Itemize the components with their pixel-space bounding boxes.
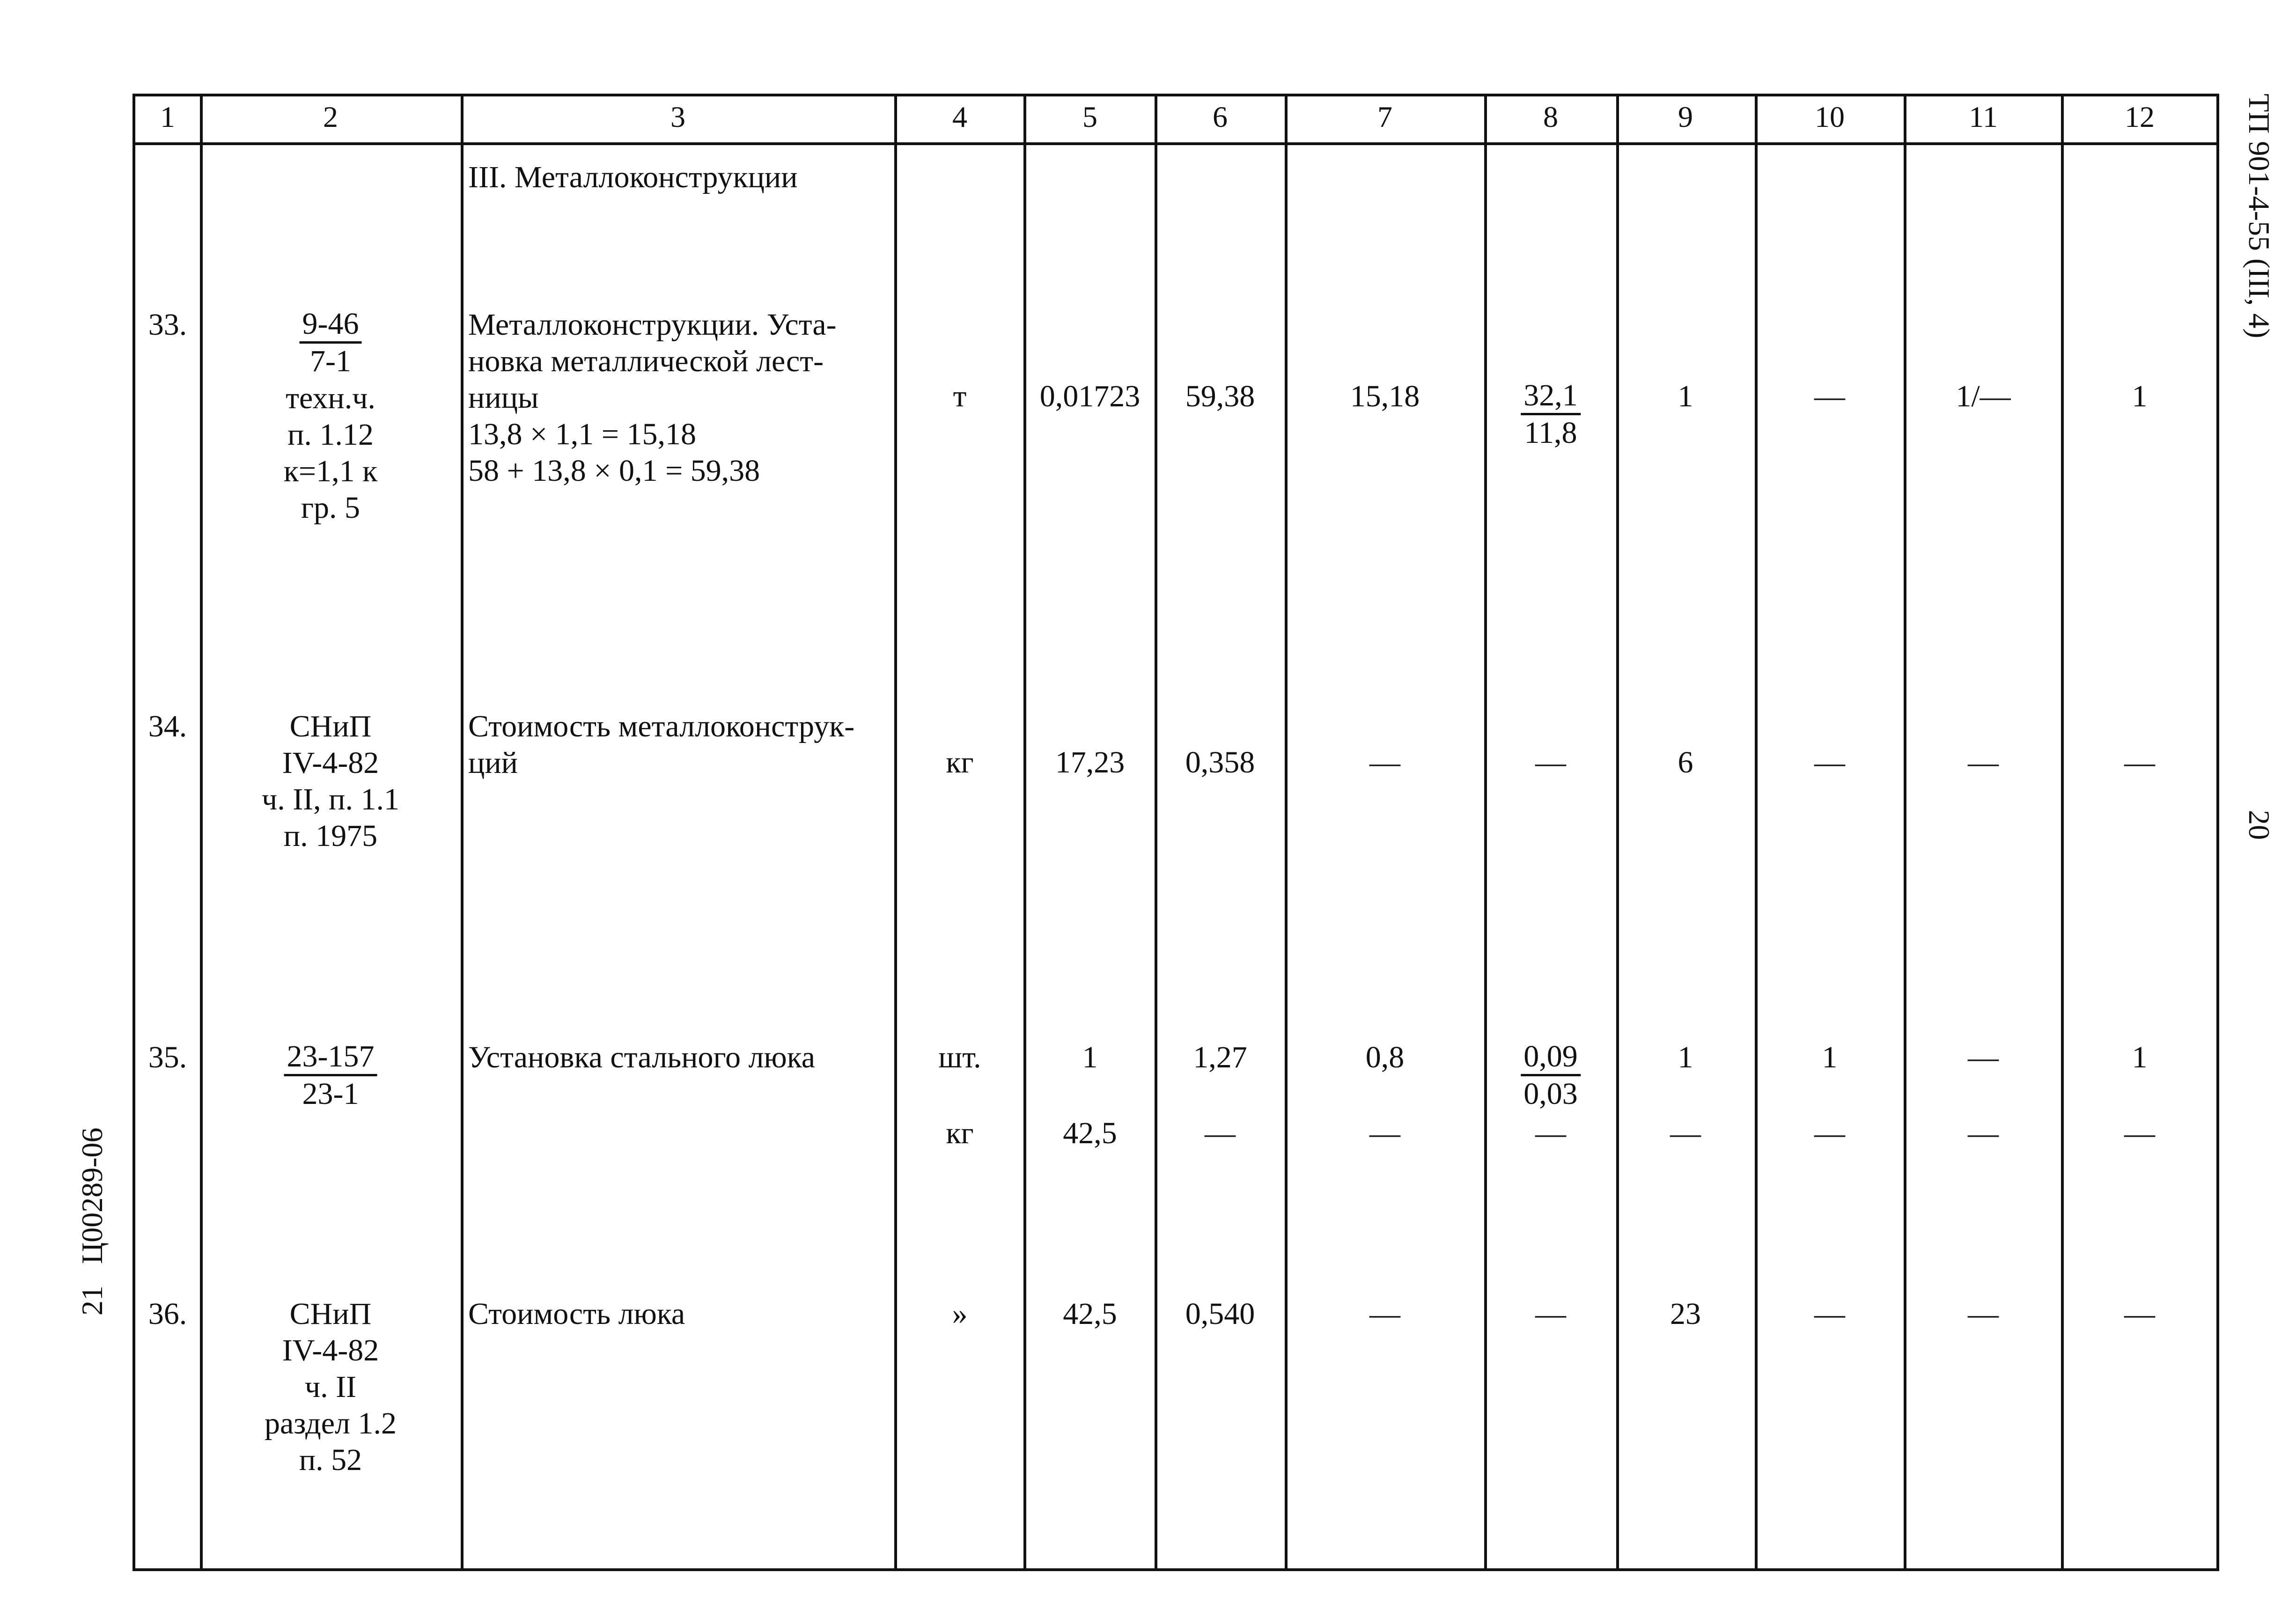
norm-reference-line: IV-4-82 — [282, 1333, 379, 1367]
col9-cell: 1 — [1678, 379, 1693, 413]
column-divider — [1155, 94, 1157, 1571]
norm-reference-line: раздел 1.2 — [265, 1406, 397, 1441]
col8-fraction — [1521, 1039, 1581, 1112]
col10-cell: — — [1814, 1297, 1845, 1331]
page-number-right: 20 — [2243, 810, 2276, 840]
row-number: 36. — [148, 1297, 187, 1331]
work-description-line: Установка стального люка — [468, 1040, 816, 1074]
column-header-2: 2 — [323, 100, 338, 133]
col12-cell: — — [2124, 1297, 2155, 1331]
header-bottom-line — [132, 142, 2219, 145]
unit-cell: шт. — [938, 1040, 981, 1074]
norm-reference-fraction — [300, 307, 362, 380]
quantity-cell: 17,23 — [1055, 745, 1125, 779]
work-description-line: Стоимость люка — [468, 1297, 685, 1331]
work-description-line: 58 + 13,8 × 0,1 = 59,38 — [468, 454, 760, 488]
column-divider — [2061, 94, 2064, 1571]
table-border-bottom — [132, 1568, 2219, 1571]
document-code-left: Ц00289-06 — [75, 1127, 109, 1264]
column-divider — [1904, 94, 1906, 1571]
sub-col9-cell: — — [1670, 1116, 1701, 1150]
col8-top: 0,09 — [1521, 1039, 1581, 1076]
col11-cell: — — [1968, 745, 1999, 779]
col6-cell: 0,540 — [1185, 1297, 1255, 1331]
norm-reference-line: СНиП — [289, 709, 372, 743]
col7-cell: — — [1369, 1297, 1400, 1331]
col8-top: 32,1 — [1521, 378, 1581, 415]
norm-reference-bottom: 23-1 — [302, 1077, 359, 1111]
norm-reference-fraction — [284, 1039, 377, 1112]
column-divider — [1285, 94, 1288, 1571]
column-header-4: 4 — [952, 100, 967, 133]
norm-reference-line: СНиП — [289, 1297, 372, 1331]
document-code-right: ТП 901-4-55 (III, 4) — [2243, 94, 2276, 338]
quantity-cell: 1 — [1082, 1040, 1098, 1074]
sub-col12-cell: — — [2124, 1116, 2155, 1150]
col8-cell: — — [1535, 745, 1566, 779]
norm-reference-top: 23-157 — [284, 1039, 377, 1076]
norm-reference-top: 9-46 — [300, 307, 362, 344]
quantity-cell: 0,01723 — [1039, 379, 1141, 413]
sub-col6-cell: — — [1205, 1116, 1236, 1150]
norm-reference-line: IV-4-82 — [282, 746, 379, 780]
work-description-line: новка металлической лест- — [468, 344, 824, 378]
page-number-left: 21 — [75, 1286, 109, 1316]
work-description-line: Металлоконструкции. Уста- — [468, 308, 837, 342]
col8-cell: — — [1535, 1297, 1566, 1331]
col6-cell: 0,358 — [1185, 745, 1255, 779]
col10-cell: — — [1814, 745, 1845, 779]
table-border-left — [132, 94, 135, 1571]
column-header-10: 10 — [1815, 100, 1845, 133]
col10-cell: 1 — [1822, 1040, 1838, 1074]
col12-cell: — — [2124, 745, 2155, 779]
col11-cell: — — [1968, 1297, 1999, 1331]
col8-fraction — [1521, 378, 1581, 451]
column-divider — [461, 94, 464, 1571]
column-header-7: 7 — [1377, 100, 1392, 133]
sub-quantity-cell: 42,5 — [1063, 1116, 1117, 1150]
table-border-right — [2216, 94, 2219, 1571]
quantity-cell: 42,5 — [1063, 1297, 1117, 1331]
col8-bottom: 11,8 — [1524, 416, 1577, 450]
sub-col10-cell: — — [1814, 1116, 1845, 1150]
sub-unit-cell: кг — [946, 1116, 974, 1150]
col9-cell: 23 — [1670, 1297, 1701, 1331]
norm-reference-line: п. 1975 — [283, 819, 378, 853]
sub-col7-cell: — — [1369, 1116, 1400, 1150]
norm-reference-line: ч. II — [304, 1370, 357, 1404]
column-header-12: 12 — [2125, 100, 2155, 133]
col12-cell: 1 — [2132, 379, 2148, 413]
col7-cell: 0,8 — [1365, 1040, 1405, 1074]
column-header-1: 1 — [160, 100, 175, 133]
col7-cell: 15,18 — [1350, 379, 1420, 413]
norm-reference-line: к=1,1 к — [283, 454, 378, 488]
column-header-9: 9 — [1678, 100, 1693, 133]
column-divider — [1616, 94, 1619, 1571]
work-description-line: Стоимость металлоконструк- — [468, 709, 855, 743]
col11-cell: — — [1968, 1040, 1999, 1074]
col6-cell: 59,38 — [1185, 379, 1255, 413]
unit-cell: кг — [946, 745, 974, 779]
col7-cell: — — [1369, 745, 1400, 779]
col9-cell: 1 — [1678, 1040, 1693, 1074]
col6-cell: 1,27 — [1193, 1040, 1247, 1074]
col11-cell: 1/— — [1956, 379, 2011, 413]
column-divider — [894, 94, 897, 1571]
col9-cell: 6 — [1678, 745, 1693, 779]
norm-reference-line: ч. II, п. 1.1 — [262, 782, 399, 816]
table-border-top — [132, 94, 2219, 96]
column-divider — [1484, 94, 1487, 1571]
column-header-3: 3 — [670, 100, 685, 133]
col12-cell: 1 — [2132, 1040, 2148, 1074]
norm-reference-line: гр. 5 — [301, 491, 361, 525]
section-title: III. Металлоконструкции — [468, 160, 798, 194]
col8-bottom: 0,03 — [1523, 1077, 1578, 1111]
column-divider — [1023, 94, 1026, 1571]
column-header-5: 5 — [1082, 100, 1097, 133]
work-description-line: ницы — [468, 381, 539, 415]
sub-col8-cell: — — [1535, 1116, 1566, 1150]
col10-cell: — — [1814, 379, 1845, 413]
unit-cell: т — [953, 379, 967, 413]
work-description-line: 13,8 × 1,1 = 15,18 — [468, 417, 696, 451]
column-divider — [1755, 94, 1758, 1571]
row-number: 34. — [148, 709, 187, 743]
norm-reference-bottom: 7-1 — [310, 344, 351, 378]
norm-reference-line: п. 1.12 — [287, 418, 374, 452]
sub-col11-cell: — — [1968, 1116, 1999, 1150]
norm-reference-line: техн.ч. — [286, 381, 375, 415]
row-number: 35. — [148, 1040, 187, 1074]
column-header-6: 6 — [1213, 100, 1228, 133]
column-divider — [200, 94, 203, 1571]
unit-cell: » — [952, 1297, 968, 1331]
row-number: 33. — [148, 308, 187, 342]
norm-reference-line: п. 52 — [299, 1443, 362, 1477]
work-description-line: ций — [468, 746, 518, 780]
column-header-8: 8 — [1543, 100, 1558, 133]
column-header-11: 11 — [1969, 100, 1998, 133]
